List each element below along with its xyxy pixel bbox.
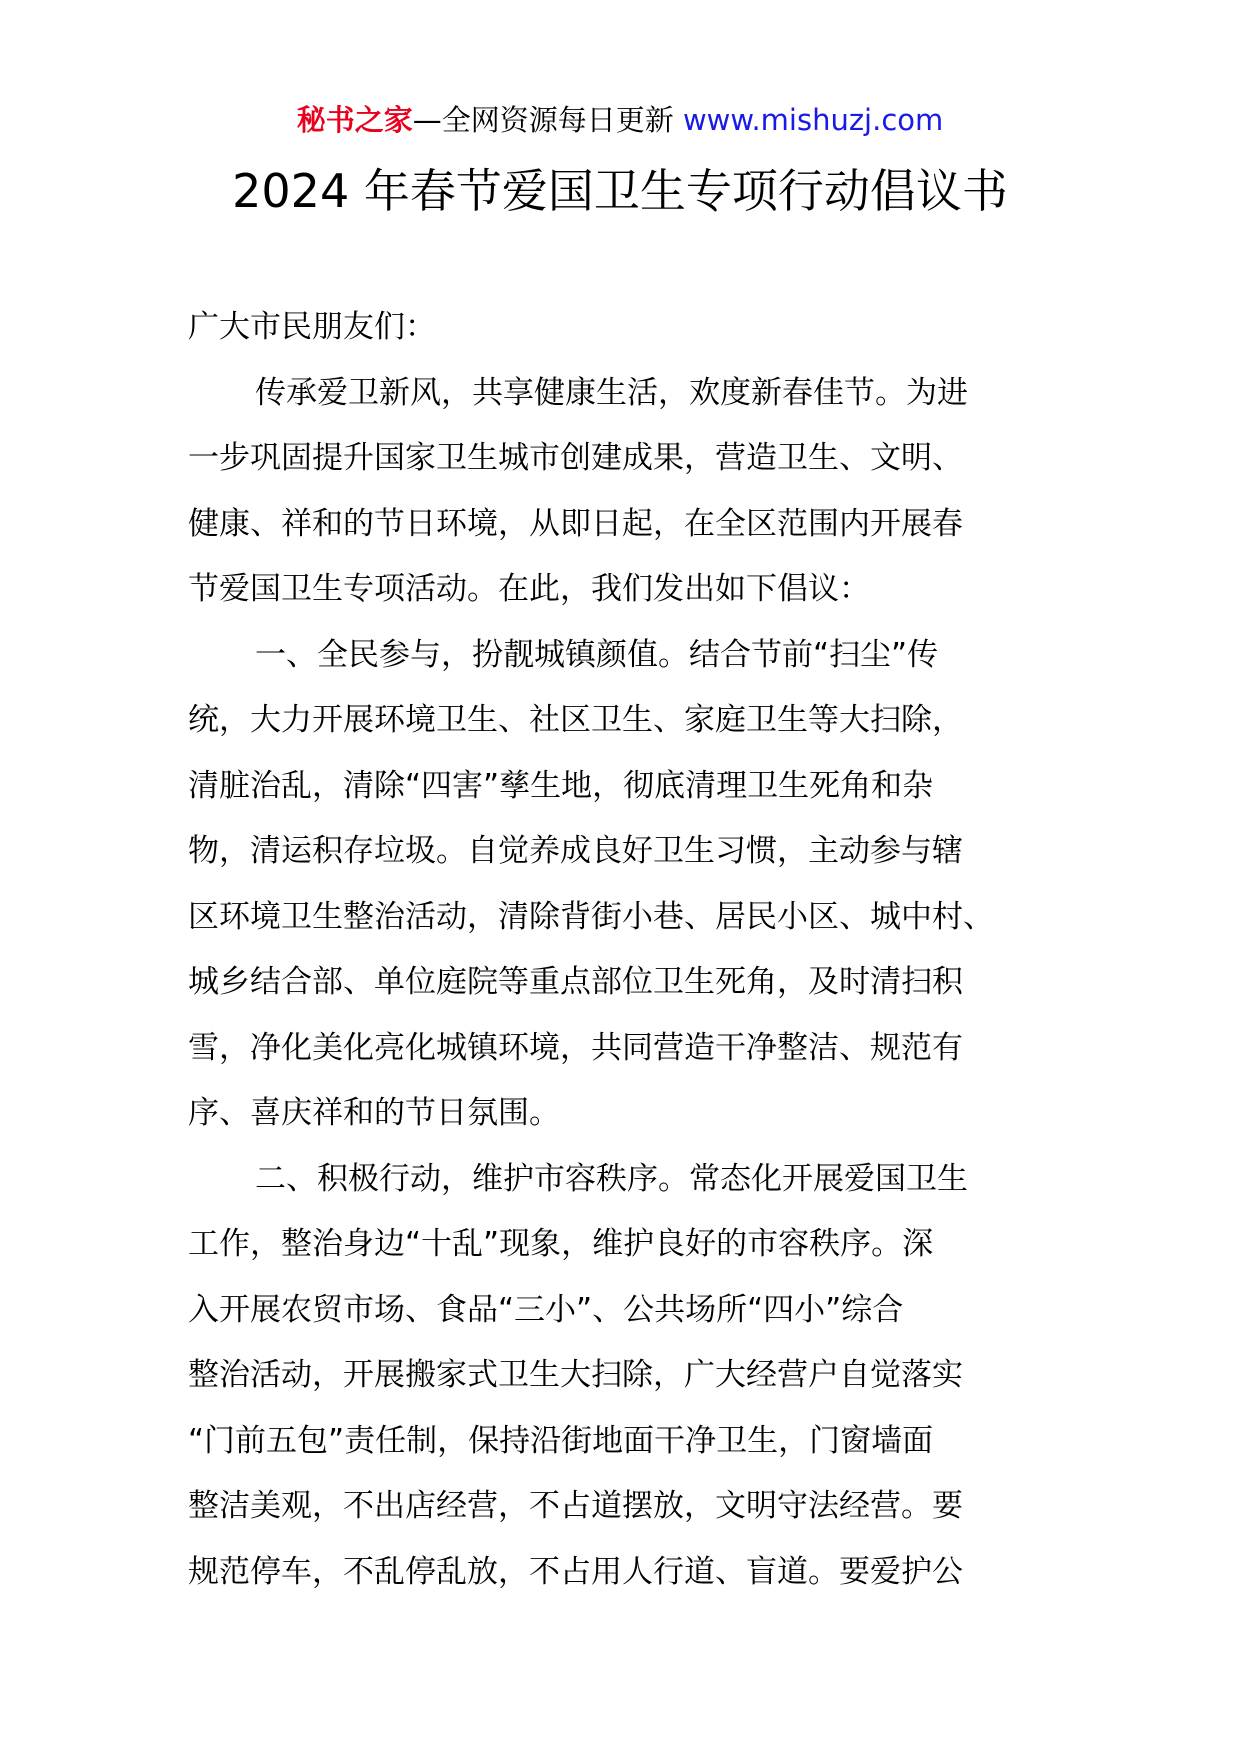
paragraph-line: 区环境卫生整治活动，清除背街小巷、居民小区、城中村、 [188,898,994,935]
header-tagline: —全网资源每日更新 [412,103,683,137]
page-header [0,100,1240,140]
paragraph-line: 城乡结合部、单位庭院等重点部位卫生死角，及时清扫积 [188,964,963,1000]
paragraph-line: “门前五包”责任制，保持沿街地面干净卫生，门窗墙面 [188,1422,934,1459]
paragraph-line: 清脏治乱，清除“四害”孳生地，彻底清理卫生死角和杂 [188,767,934,804]
paragraph-line: 二、积极行动，维护市容秩序。常态化开展爱国卫生 [255,1160,968,1197]
paragraph-line: 入开展农贸市场、食品“三小”、公共场所“四小”综合 [188,1291,904,1328]
document-title: 2024 年春节爱国卫生专项行动倡议书 [232,164,1008,218]
paragraph-line: 物，清运积存垃圾。自觉养成良好卫生习惯，主动参与辖 [188,833,963,869]
paragraph-line: 健康、祥和的节日环境，从即日起，在全区范围内开展春 [188,505,963,542]
paragraph-line: 整洁美观，不出店经营，不占道摆放，文明守法经营。要 [188,1488,963,1524]
brand-name: 秘书之家 [296,103,413,137]
paragraph-line: 统，大力开展环境卫生、社区卫生、家庭卫生等大扫除， [188,702,963,738]
paragraph-line: 整治活动，开展搬家式卫生大扫除，广大经营户自觉落实 [188,1357,963,1393]
paragraph-line: 一步巩固提升国家卫生城市创建成果，营造卫生、文明、 [188,440,963,476]
paragraph-line: 序、喜庆祥和的节日氛围。 [188,1095,560,1131]
document-body [188,295,1038,1605]
paragraph-line: 规范停车，不乱停乱放，不占用人行道、盲道。要爱护公 [188,1553,963,1590]
paragraph-line: 一、全民参与，扮靓城镇颜值。结合节前“扫尘”传 [255,636,939,673]
website-link[interactable]: www.mishuzj.com [682,103,944,137]
salutation: 广大市民朋友们： [188,309,436,345]
paragraph-line: 雪，净化美化亮化城镇环境，共同营造干净整洁、规范有 [188,1029,963,1066]
paragraph-line: 节爱国卫生专项活动。在此，我们发出如下倡议： [188,571,870,607]
paragraph-line: 工作，整治身边“十乱”现象，维护良好的市容秩序。深 [188,1226,934,1262]
paragraph-line: 传承爱卫新风，共享健康生活，欢度新春佳节。为进 [255,374,968,411]
